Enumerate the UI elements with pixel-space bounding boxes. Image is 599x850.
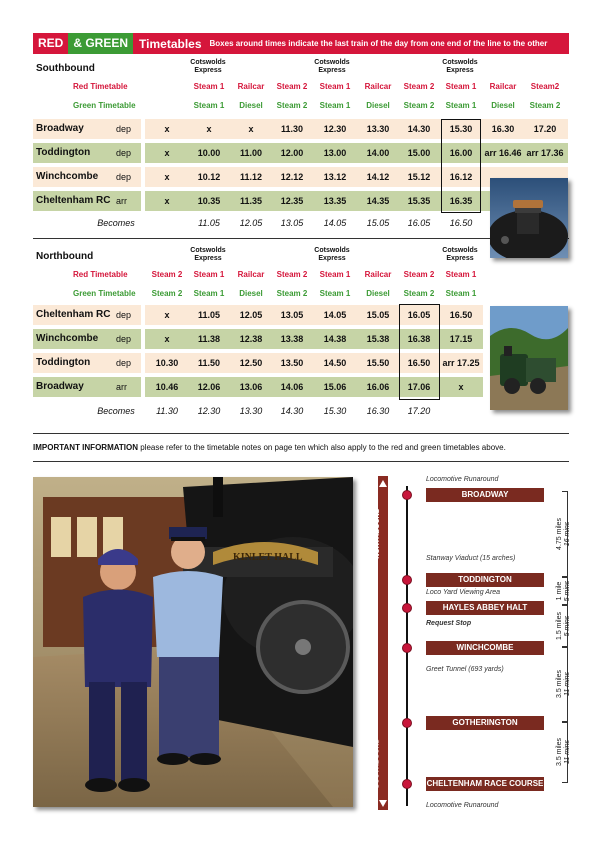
table-row bbox=[33, 167, 568, 187]
time-cell: 17.20 bbox=[533, 124, 557, 134]
becomes-value: 14.30 bbox=[280, 406, 304, 416]
time-cell: 12.35 bbox=[280, 196, 304, 206]
station-broadway: BROADWAY bbox=[426, 488, 544, 502]
southbound-red-service: Railcar bbox=[489, 82, 517, 91]
distance-label bbox=[556, 601, 572, 651]
important-information-text: please refer to the timetable notes on page ten which also apply to the red and green timetables above. bbox=[138, 443, 506, 452]
dep-arr: dep bbox=[116, 124, 132, 134]
header-title: Timetables bbox=[139, 36, 202, 51]
southbound-express-label-3: Cotswolds Express bbox=[442, 59, 478, 74]
southbound-red-service: Steam 1 bbox=[193, 82, 225, 91]
northbound-green-service: Steam 2 bbox=[403, 289, 435, 298]
southbound-red-label: Red Timetable bbox=[73, 82, 128, 91]
station-dot-toddington bbox=[402, 575, 412, 585]
becomes-value: 15.05 bbox=[366, 218, 390, 228]
time-cell: 14.06 bbox=[280, 382, 304, 392]
becomes-value: 13.05 bbox=[280, 218, 304, 228]
northbound-red-service: Steam 1 bbox=[445, 270, 477, 279]
time-cell: 11.00 bbox=[239, 148, 263, 158]
becomes-value: 14.05 bbox=[323, 218, 347, 228]
time-cell: 16.12 bbox=[449, 172, 473, 182]
time-cell: 10.35 bbox=[197, 196, 221, 206]
becomes-value: 16.50 bbox=[449, 218, 473, 228]
note-runaround-bottom: Locomotive Runaround bbox=[426, 802, 499, 809]
dep-arr: arr bbox=[116, 382, 127, 392]
time-cell: 11.12 bbox=[239, 172, 263, 182]
dep-arr: dep bbox=[116, 310, 132, 320]
distance-miles: 1.5 miles bbox=[556, 612, 563, 641]
becomes-value: 11.30 bbox=[156, 406, 178, 416]
time-cell: 11.38 bbox=[197, 334, 221, 344]
time-cell: x bbox=[164, 172, 170, 182]
time-cell: x bbox=[164, 334, 170, 344]
table-row bbox=[33, 143, 568, 163]
south-arrow-icon bbox=[379, 800, 387, 807]
dep-arr: dep bbox=[116, 334, 132, 344]
station-name: Toddington bbox=[36, 357, 91, 368]
station-name: Cheltenham RC bbox=[36, 195, 111, 206]
northbound-green-label: Green Timetable bbox=[73, 289, 136, 298]
becomes-value: 12.05 bbox=[239, 218, 263, 228]
time-cell: 16.38 bbox=[407, 334, 431, 344]
dep-arr: arr bbox=[116, 196, 127, 206]
time-cell: 10.30 bbox=[155, 358, 179, 368]
time-cell: 14.38 bbox=[323, 334, 347, 344]
northbound-green-service: Diesel bbox=[239, 289, 263, 298]
time-cell: 12.38 bbox=[239, 334, 263, 344]
southbound-red-service: Railcar bbox=[364, 82, 392, 91]
time-cell: 15.06 bbox=[323, 382, 347, 392]
northbound-red-service: Steam 2 bbox=[276, 270, 308, 279]
southbound-green-service: Steam 1 bbox=[193, 101, 225, 110]
distance-mins: 5 mins bbox=[564, 580, 571, 602]
distance-mins: 11 mins bbox=[564, 740, 571, 764]
northbound-red-service: Steam 1 bbox=[193, 270, 225, 279]
time-cell: 12.05 bbox=[239, 310, 263, 320]
time-cell: 16.06 bbox=[366, 382, 390, 392]
northbound-label: NORTHBOUND bbox=[373, 508, 381, 559]
time-cell: 14.12 bbox=[366, 172, 390, 182]
time-cell: x bbox=[248, 124, 254, 134]
time-cell: arr 16.46 bbox=[484, 148, 522, 158]
southbound-green-label: Green Timetable bbox=[73, 101, 136, 110]
southbound-red-service: Steam 1 bbox=[445, 82, 477, 91]
northbound-red-service: Steam 2 bbox=[151, 270, 183, 279]
distance-miles: 3.5 miles bbox=[556, 738, 563, 767]
northbound-last-train-box bbox=[399, 304, 440, 400]
time-cell: 13.50 bbox=[280, 358, 304, 368]
note-stanway-viaduct: Stanway Viaduct (15 arches) bbox=[426, 555, 516, 562]
northbound-green-service: Steam 1 bbox=[193, 289, 225, 298]
time-cell: 11.05 bbox=[197, 310, 221, 320]
time-cell: 13.35 bbox=[323, 196, 347, 206]
southbound-green-service: Diesel bbox=[491, 101, 515, 110]
time-cell: 15.12 bbox=[407, 172, 431, 182]
time-cell: x bbox=[164, 196, 170, 206]
time-cell: 14.05 bbox=[323, 310, 347, 320]
distance-miles: 1 mile bbox=[556, 581, 563, 601]
locomotive-chimney-photo bbox=[490, 178, 568, 258]
station-name: Cheltenham RC bbox=[36, 309, 111, 320]
station-name: Winchcombe bbox=[36, 333, 99, 344]
time-cell: 16.50 bbox=[407, 358, 431, 368]
important-information-heading: IMPORTANT INFORMATION bbox=[33, 443, 139, 452]
time-cell: 16.30 bbox=[491, 124, 515, 134]
becomes-value: 16.05 bbox=[407, 218, 431, 228]
green-locomotive-photo bbox=[490, 306, 568, 410]
southbound-express-label-2: Cotswolds Express bbox=[314, 59, 350, 74]
time-cell: 15.38 bbox=[366, 334, 390, 344]
time-cell: 11.50 bbox=[197, 358, 221, 368]
station-dot-winchcombe bbox=[402, 643, 412, 653]
time-cell: x bbox=[458, 382, 464, 392]
note-request-stop: Request Stop bbox=[426, 620, 472, 627]
time-cell: 15.00 bbox=[407, 148, 431, 158]
time-cell: 13.00 bbox=[323, 148, 347, 158]
time-cell: 14.00 bbox=[366, 148, 390, 158]
northbound-green-service: Steam 1 bbox=[319, 289, 351, 298]
time-cell: 10.00 bbox=[197, 148, 221, 158]
time-cell: x bbox=[164, 148, 170, 158]
northbound-red-service: Steam 1 bbox=[319, 270, 351, 279]
distance-miles: 4.75 miles bbox=[556, 518, 563, 550]
northbound-express-label-1: Cotswolds Express bbox=[190, 247, 226, 262]
time-cell: 13.38 bbox=[280, 334, 304, 344]
divider-2 bbox=[33, 433, 569, 434]
northbound-green-service: Steam 2 bbox=[151, 289, 183, 298]
time-cell: 13.05 bbox=[280, 310, 304, 320]
time-cell: 15.05 bbox=[366, 310, 390, 320]
time-cell: 17.15 bbox=[449, 334, 473, 344]
important-information bbox=[33, 443, 506, 452]
southbound-red-service: Steam 2 bbox=[276, 82, 308, 91]
note-greet-tunnel: Greet Tunnel (693 yards) bbox=[426, 666, 504, 673]
distance-mins: 11 mins bbox=[564, 672, 571, 696]
header-note: Boxes around times indicate the last train of the day from one end of the line to the other bbox=[209, 39, 548, 48]
time-cell: 13.30 bbox=[366, 124, 390, 134]
southbound-red-service: Steam2 bbox=[530, 82, 560, 91]
time-cell: 11.35 bbox=[239, 196, 263, 206]
time-cell: 10.46 bbox=[155, 382, 179, 392]
note-loco-yard: Loco Yard Viewing Area bbox=[426, 589, 501, 596]
southbound-label: SOUTHBOUND bbox=[373, 738, 381, 789]
station-winchcombe: WINCHCOMBE bbox=[426, 641, 544, 655]
time-cell: 16.05 bbox=[407, 310, 431, 320]
southbound-title: Southbound bbox=[36, 63, 95, 74]
time-cell: x bbox=[164, 310, 170, 320]
becomes-value: 13.30 bbox=[239, 406, 263, 416]
time-cell: 16.35 bbox=[449, 196, 473, 206]
time-cell: 14.30 bbox=[407, 124, 431, 134]
time-cell: 13.06 bbox=[239, 382, 263, 392]
dep-arr: dep bbox=[116, 148, 132, 158]
divider-1 bbox=[33, 238, 569, 239]
station-dot-cheltenham bbox=[402, 779, 412, 789]
becomes-value: 12.30 bbox=[197, 406, 221, 416]
time-cell: x bbox=[206, 124, 212, 134]
time-cell: 10.12 bbox=[197, 172, 221, 182]
time-cell: 14.50 bbox=[323, 358, 347, 368]
station-dot-hayles-abbey bbox=[402, 603, 412, 613]
time-cell: 15.30 bbox=[449, 124, 473, 134]
time-cell: 16.50 bbox=[449, 310, 473, 320]
distance-label bbox=[556, 727, 572, 777]
northbound-becomes-label: Becomes bbox=[97, 406, 135, 416]
southbound-last-train-box bbox=[441, 119, 481, 213]
time-cell: 15.50 bbox=[366, 358, 390, 368]
becomes-value: 15.30 bbox=[323, 406, 347, 416]
southbound-green-service: Steam 2 bbox=[276, 101, 308, 110]
becomes-value: 17.20 bbox=[407, 406, 431, 416]
table-row bbox=[33, 119, 568, 139]
southbound-express-label-1: Cotswolds Express bbox=[190, 59, 226, 74]
northbound-red-service: Railcar bbox=[364, 270, 392, 279]
station-name: Toddington bbox=[36, 147, 91, 158]
northbound-red-service: Railcar bbox=[237, 270, 265, 279]
table-row bbox=[33, 191, 568, 211]
station-name: Broadway bbox=[36, 123, 84, 134]
station-hayles-abbey-halt: HAYLES ABBEY HALT bbox=[426, 601, 544, 615]
distance-label bbox=[556, 509, 572, 559]
locomotive-nameplate: KINLET HALL bbox=[233, 552, 303, 563]
station-cheltenham-race-course: CHELTENHAM RACE COURSE bbox=[426, 777, 544, 791]
time-cell: 12.50 bbox=[239, 358, 263, 368]
time-cell: arr 17.25 bbox=[442, 358, 480, 368]
northbound-red-label: Red Timetable bbox=[73, 270, 128, 279]
distance-miles: 3.5 miles bbox=[556, 670, 563, 699]
time-cell: 17.06 bbox=[407, 382, 431, 392]
timetable-header bbox=[33, 33, 569, 54]
northbound-green-service: Steam 2 bbox=[276, 289, 308, 298]
header-red-label: RED bbox=[33, 33, 68, 54]
time-cell: x bbox=[164, 124, 170, 134]
station-name: Broadway bbox=[36, 381, 84, 392]
north-arrow-icon bbox=[379, 480, 387, 487]
time-cell: 14.35 bbox=[366, 196, 390, 206]
southbound-red-service: Steam 1 bbox=[319, 82, 351, 91]
southbound-green-service: Steam 1 bbox=[319, 101, 351, 110]
southbound-green-service: Steam 1 bbox=[445, 101, 477, 110]
southbound-green-service: Steam 2 bbox=[403, 101, 435, 110]
northbound-green-service: Diesel bbox=[366, 289, 390, 298]
southbound-green-service: Diesel bbox=[239, 101, 263, 110]
distance-mins: 16 mins bbox=[564, 521, 571, 547]
becomes-value: 11.05 bbox=[198, 218, 220, 228]
header-green-label: & GREEN bbox=[68, 33, 133, 54]
northbound-express-label-3: Cotswolds Express bbox=[442, 247, 478, 262]
railway-staff-photo bbox=[33, 477, 353, 807]
time-cell: 16.00 bbox=[449, 148, 473, 158]
station-name: Winchcombe bbox=[36, 171, 99, 182]
time-cell: 12.12 bbox=[280, 172, 304, 182]
southbound-green-service: Diesel bbox=[366, 101, 390, 110]
southbound-red-service: Steam 2 bbox=[403, 82, 435, 91]
southbound-green-service: Steam 2 bbox=[529, 101, 561, 110]
time-cell: 11.30 bbox=[280, 124, 304, 134]
station-dot-broadway bbox=[402, 490, 412, 500]
time-cell: 12.00 bbox=[280, 148, 304, 158]
time-cell: 12.06 bbox=[197, 382, 221, 392]
note-runaround-top: Locomotive Runaround bbox=[426, 476, 499, 483]
northbound-title: Northbound bbox=[36, 251, 94, 262]
time-cell: arr 17.36 bbox=[526, 148, 564, 158]
time-cell: 12.30 bbox=[323, 124, 347, 134]
distance-mins: 5 mins bbox=[564, 615, 571, 637]
northbound-green-service: Steam 1 bbox=[445, 289, 477, 298]
dep-arr: dep bbox=[116, 172, 132, 182]
station-dot-gotherington bbox=[402, 718, 412, 728]
station-toddington: TODDINGTON bbox=[426, 573, 544, 587]
northbound-express-label-2: Cotswolds Express bbox=[314, 247, 350, 262]
southbound-red-service: Railcar bbox=[237, 82, 265, 91]
station-gotherington: GOTHERINGTON bbox=[426, 716, 544, 730]
becomes-value: 16.30 bbox=[366, 406, 390, 416]
time-cell: 15.35 bbox=[407, 196, 431, 206]
divider-3 bbox=[33, 461, 569, 462]
southbound-becomes-label: Becomes bbox=[97, 218, 135, 228]
northbound-red-service: Steam 2 bbox=[403, 270, 435, 279]
time-cell: 13.12 bbox=[323, 172, 347, 182]
distance-label bbox=[556, 659, 572, 709]
dep-arr: dep bbox=[116, 358, 132, 368]
